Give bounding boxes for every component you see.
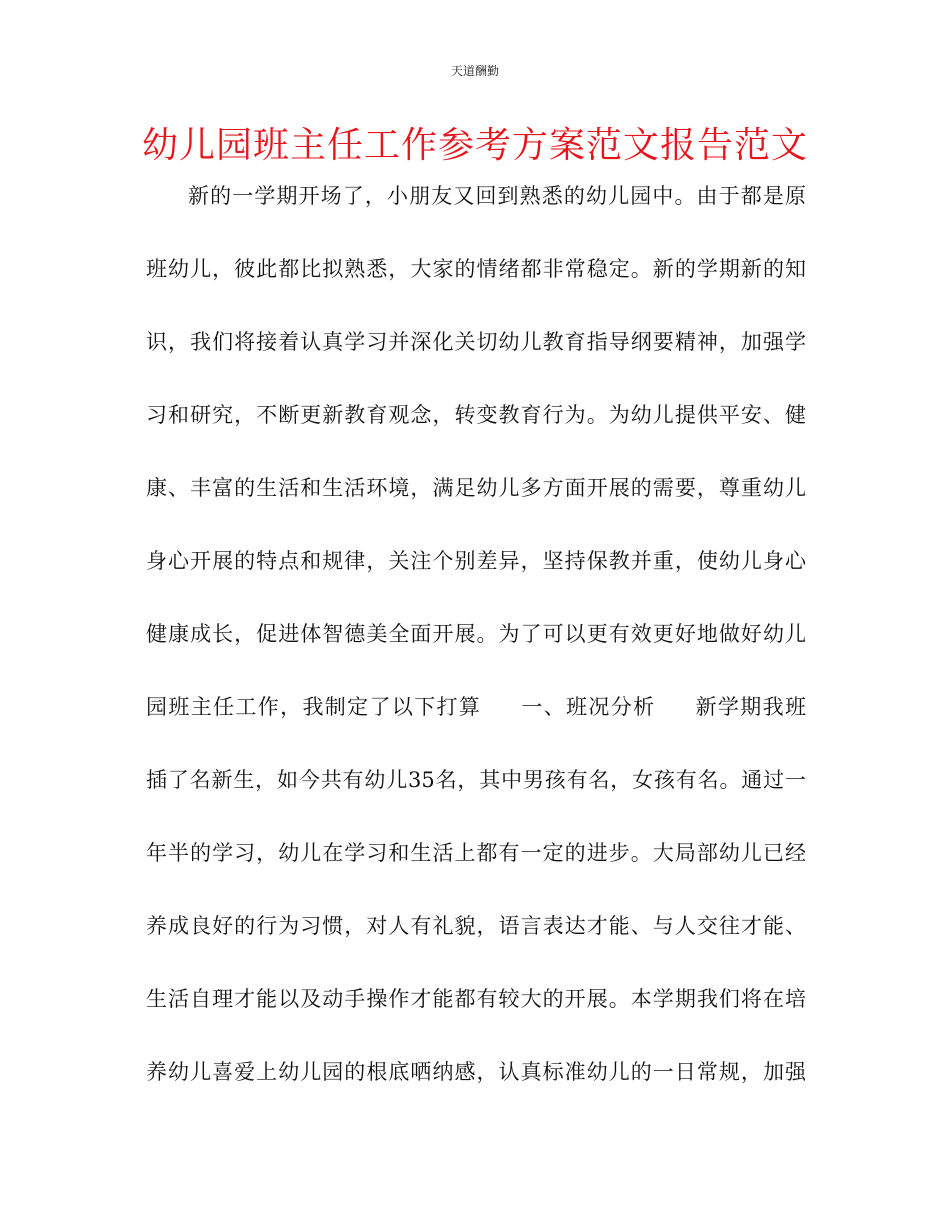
page-header: 天道酬勤 <box>450 64 499 78</box>
body-line: 健康成长，促进体智德美全面开展。为了可以更有效更好地做好幼儿 <box>146 622 806 646</box>
body-line: 班幼儿，彼此都比拟熟悉，大家的情绪都非常稳定。新的学期新的知 <box>146 257 806 281</box>
body-line: 识，我们将接着认真学习并深化关切幼儿教育指导纲要精神，加强学 <box>146 330 806 354</box>
body-line: 习和研究，不断更新教育观念，转变教育行为。为幼儿提供平安、健 <box>146 403 806 427</box>
body-line: 新的一学期开场了，小朋友又回到熟悉的幼儿园中。由于都是原 <box>188 184 806 208</box>
body-line: 生活自理才能以及动手操作才能都有较大的开展。本学期我们将在培 <box>146 987 806 1011</box>
body-line: 养成良好的行为习惯，对人有礼貌，语言表达才能、与人交往才能、 <box>146 914 806 938</box>
body-line: 康、丰富的生活和生活环境，满足幼儿多方面开展的需要，尊重幼儿 <box>146 476 806 500</box>
body-line: 养幼儿喜爱上幼儿园的根底哂纳感，认真标准幼儿的一日常规，加强 <box>146 1060 806 1084</box>
document-title: 幼儿园班主任工作参考方案范文报告范文 <box>141 125 808 166</box>
document-body <box>146 172 806 1121</box>
body-line: 身心开展的特点和规律，关注个别差异，坚持保教并重，使幼儿身心 <box>146 549 806 573</box>
body-line: 园班主任工作，我制定了以下打算 一、班况分析 新学期我班 <box>146 695 806 719</box>
body-line: 年半的学习，幼儿在学习和生活上都有一定的进步。大局部幼儿已经 <box>146 841 806 865</box>
body-line: 插了名新生，如今共有幼儿35名，其中男孩有名，女孩有名。通过一 <box>146 768 806 792</box>
